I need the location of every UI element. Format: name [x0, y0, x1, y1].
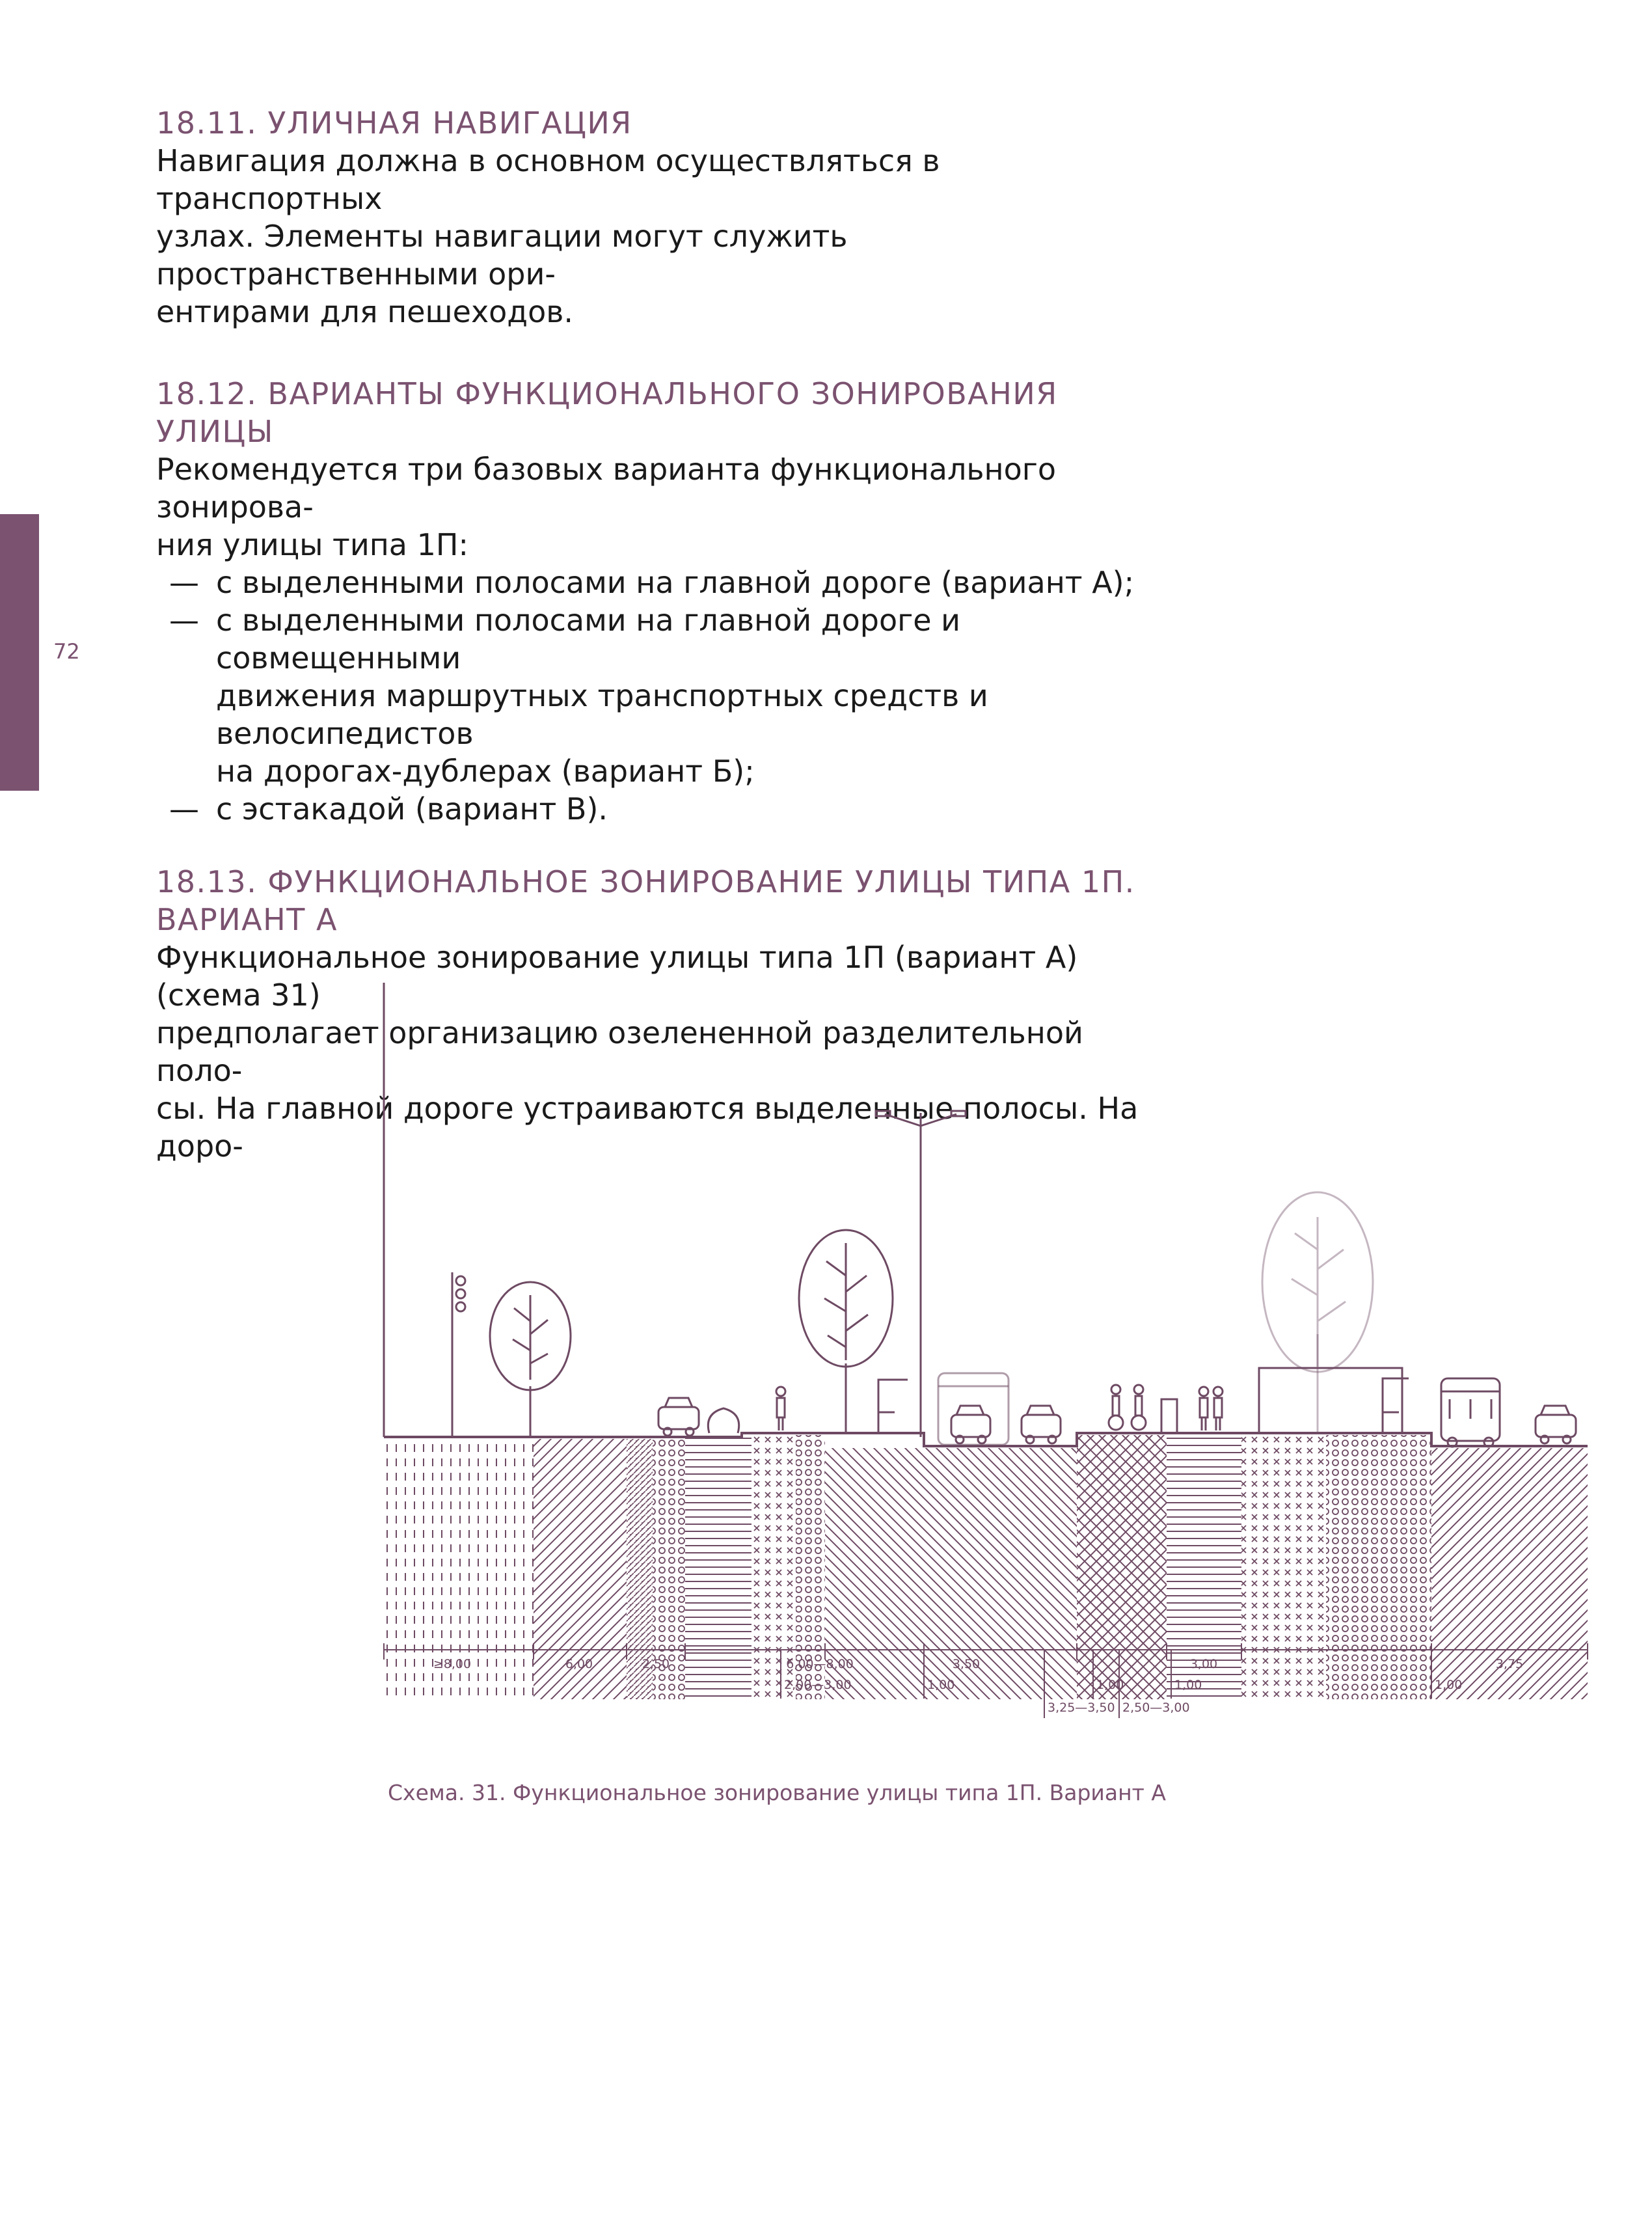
dimension-label: 3,50	[952, 1657, 981, 1671]
list-item-text: с выделенными полосами на главной дороге (вариант А);	[216, 565, 1135, 600]
heading-18-11: 18.11. УЛИЧНАЯ НАВИГАЦИЯ	[156, 105, 632, 141]
zone-stop-crosses	[1241, 1435, 1326, 1699]
dash-marker: —	[169, 603, 199, 638]
car-icon	[951, 1406, 990, 1443]
figure-caption: Схема. 31. Функциональное зонирование улицы типа 1П. Вариант А	[388, 1780, 1166, 1805]
bus-icon	[938, 1373, 1009, 1445]
pedestrian-icon	[1199, 1387, 1208, 1430]
list-item-text: с эстакадой (вариант В).	[216, 791, 608, 827]
paragraph-line: сы. На главной дороге устраиваются выделенные полосы. На доро-	[156, 1091, 1139, 1164]
tree-icon	[490, 1282, 571, 1437]
dimension-label: 3,00	[1189, 1657, 1218, 1671]
heading-18-12-line2: УЛИЦЫ	[156, 414, 274, 449]
list-item	[156, 564, 1145, 601]
variants-list	[156, 564, 1145, 828]
dimension-label: 2,50	[642, 1657, 670, 1671]
bush-icon	[708, 1408, 738, 1433]
dimension-label: 6,00	[565, 1657, 593, 1671]
dimension-label: 1,00	[927, 1678, 955, 1692]
car-icon	[658, 1398, 699, 1436]
dimension-label: 6,00—8,00	[786, 1657, 854, 1671]
bus-stop-shelter	[878, 1380, 908, 1433]
pedestrian-icon	[1213, 1387, 1223, 1430]
heading-18-13-line1: 18.13. ФУНКЦИОНАЛЬНОЕ ЗОНИРОВАНИЕ УЛИЦЫ ТИПА 1П.	[156, 864, 1135, 899]
zone-lawn	[685, 1435, 752, 1699]
page-number: 72	[53, 639, 80, 664]
pedestrian-icon	[776, 1387, 785, 1430]
side-accent-bar	[0, 514, 39, 791]
list-item-continued	[156, 752, 1145, 790]
dash-marker: —	[169, 791, 199, 827]
paragraph-line: Рекомендуется три базовых варианта функционального зонирова-	[156, 452, 1057, 525]
dimension-label: ≥8,00	[433, 1657, 472, 1671]
bus-icon	[1441, 1378, 1500, 1447]
list-item-text: движения маршрутных транспортных средств и велосипедистов	[216, 678, 988, 751]
tree-icon	[1262, 1192, 1373, 1433]
dimension-label: 1,00	[1096, 1678, 1124, 1692]
heading-18-13-line2: ВАРИАНТ А	[156, 902, 338, 937]
bus-stop-shelter	[1383, 1378, 1409, 1433]
dimension-label: 1,00	[1435, 1678, 1463, 1692]
zone-bus-lane	[906, 1448, 1077, 1699]
traffic-light-icon	[456, 1289, 465, 1298]
traffic-light-icon	[456, 1302, 465, 1311]
paragraph-line: ентирами для пешеходов.	[156, 294, 573, 329]
cyclist-icon	[1131, 1385, 1146, 1430]
paragraph-line: Функциональное зонирование улицы типа 1П (вариант А) (схема 31)	[156, 940, 1078, 1013]
paragraph-line: узлах. Элементы навигации могут служить пространственными ори-	[156, 219, 848, 292]
list-item-text: на дорогах-дублерах (вариант Б);	[216, 754, 755, 789]
dimension-label: 1,00	[1174, 1678, 1202, 1692]
dimension-label: 3,25—3,50	[1048, 1701, 1115, 1715]
zone-divider-crosshatch	[1077, 1435, 1167, 1699]
dimension-label: 2,50—3,00	[1122, 1701, 1190, 1715]
bollard-icon	[1161, 1399, 1177, 1433]
dimension-label: 2,00—3,00	[784, 1678, 852, 1692]
paragraph-line: ния улицы типа 1П:	[156, 527, 468, 562]
traffic-light-icon	[456, 1276, 465, 1285]
list-item	[156, 790, 1145, 828]
bus-stop-canopy	[1259, 1368, 1402, 1433]
paragraph-line: предполагает организацию озелененной разделительной поло-	[156, 1015, 1083, 1088]
list-item-continued	[156, 677, 1145, 752]
paragraph-line: Навигация должна в основном осуществляться в транспортных	[156, 143, 940, 216]
list-item-text: с выделенными полосами на главной дороге и совмещенными	[216, 603, 961, 676]
car-icon	[1536, 1406, 1576, 1443]
cyclist-icon	[1109, 1385, 1123, 1430]
zone-stop-circles	[1326, 1435, 1431, 1699]
car-icon	[1022, 1406, 1061, 1443]
dimension-label: 3,75	[1495, 1657, 1524, 1671]
dash-marker: —	[169, 565, 199, 600]
heading-18-12-line1: 18.12. ВАРИАНТЫ ФУНКЦИОНАЛЬНОГО ЗОНИРОВАНИЯ	[156, 376, 1058, 411]
street-section-diagram	[364, 970, 1601, 1738]
list-item	[156, 601, 1145, 677]
